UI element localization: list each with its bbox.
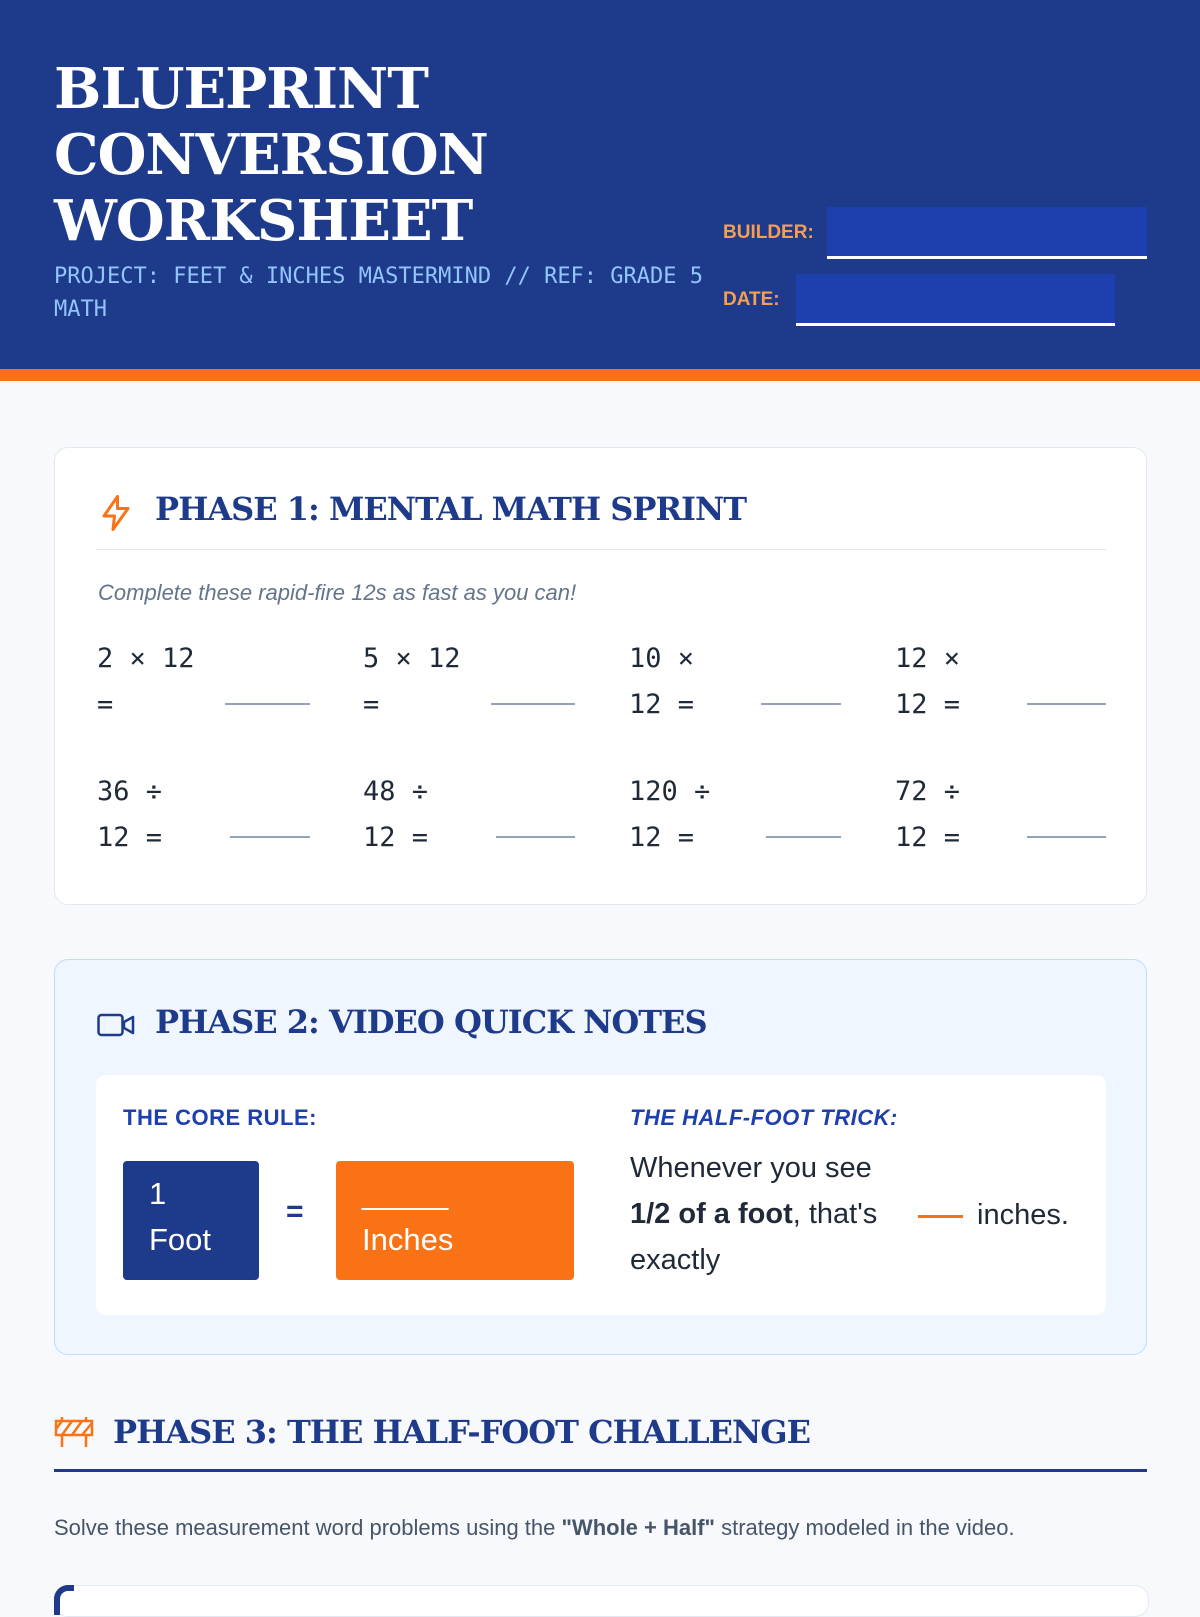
phase1-card (54, 447, 1147, 905)
phase3-intro-bold: "Whole + Half" (561, 1515, 715, 1540)
lightning-icon (98, 493, 134, 533)
problem-3: 10 × 12 = (629, 643, 695, 720)
builder-field[interactable] (827, 207, 1147, 259)
equals-sign: = (286, 1195, 304, 1228)
inches-label: Inches (362, 1222, 454, 1257)
phase1-title: PHASE 1: MENTAL MATH SPRINT (155, 490, 747, 528)
notes-panel (96, 1075, 1106, 1315)
phase2-card (54, 959, 1147, 1355)
problem-8: 72 ÷ 12 = (895, 776, 961, 853)
answer-blank-2[interactable] (491, 703, 575, 705)
half-foot-trick-text (630, 1145, 900, 1283)
trick-text-start: Whenever you see (630, 1152, 872, 1184)
date-label: DATE: (723, 289, 780, 310)
trick-bold: 1/2 of a foot (630, 1198, 793, 1230)
phase3-intro-start: Solve these measurement word problems using the (54, 1515, 556, 1540)
inches-box (336, 1161, 574, 1280)
inches-answer-blank[interactable]: _____ (362, 1176, 449, 1211)
answer-blank-5[interactable] (230, 836, 310, 838)
worksheet-header (0, 0, 1200, 381)
answer-blank-8[interactable] (1027, 836, 1106, 838)
problem-7: 120 ÷ 12 = (629, 776, 711, 853)
trick-text-middle: , that's exactly (630, 1198, 878, 1276)
half-foot-answer-blank[interactable] (918, 1215, 963, 1218)
phase3-title: PHASE 3: THE HALF-FOOT CHALLENGE (113, 1413, 810, 1451)
page-title: BLUEPRINT CONVERSION WORKSHEET (54, 56, 488, 254)
answer-blank-7[interactable] (766, 836, 841, 838)
phase3-intro-end: strategy modeled in the video. (721, 1515, 1015, 1540)
phase3-intro (54, 1515, 1015, 1541)
video-icon (97, 1012, 135, 1038)
problem-4: 12 × 12 = (895, 643, 961, 720)
answer-blank-1[interactable] (225, 703, 310, 705)
answer-blank-3[interactable] (761, 703, 841, 705)
problem-6: 48 ÷ 12 = (363, 776, 429, 853)
problem-1: 2 × 12 = (97, 643, 195, 720)
barrier-icon (54, 1415, 94, 1449)
phase3-card (54, 1585, 1149, 1617)
builder-label: BUILDER: (723, 222, 814, 243)
foot-box: 1 Foot (123, 1161, 259, 1280)
phase3-card-accent (54, 1585, 74, 1615)
phase1-divider (96, 549, 1106, 550)
phase1-instructions: Complete these rapid-fire 12s as fast as you can! (98, 580, 577, 605)
phase2-title: PHASE 2: VIDEO QUICK NOTES (155, 1003, 707, 1041)
trick-text-end: inches. (977, 1199, 1069, 1231)
project-subtitle: PROJECT: FEET & INCHES MASTERMIND // REF: GRADE 5 MATH (54, 264, 704, 322)
phase3-divider (54, 1469, 1147, 1472)
half-foot-trick-label: THE HALF-FOOT TRICK: (630, 1105, 898, 1130)
core-rule-label: THE CORE RULE: (123, 1105, 317, 1130)
problem-5: 36 ÷ 12 = (97, 776, 163, 853)
answer-blank-6[interactable] (496, 836, 575, 838)
problem-2: 5 × 12 = (363, 643, 461, 720)
answer-blank-4[interactable] (1027, 703, 1106, 705)
date-field[interactable] (796, 274, 1115, 326)
